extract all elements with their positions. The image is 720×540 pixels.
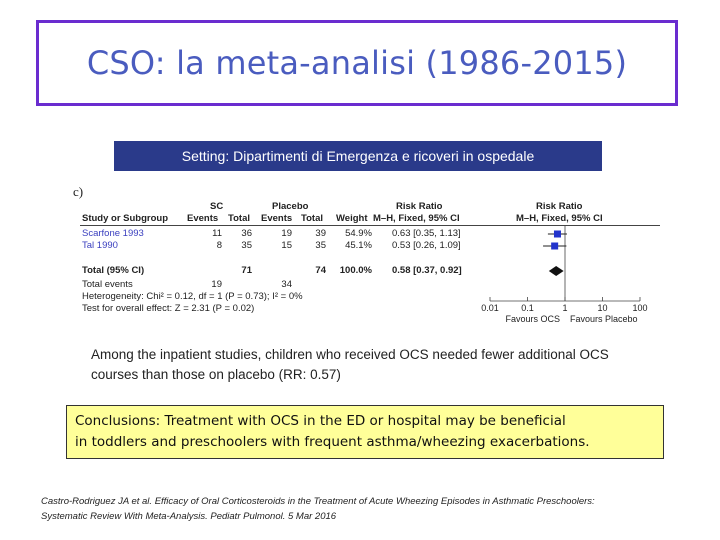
citation-line-2: Systematic Review With Meta-Analysis. Pediatr Pulmonol. 5 Mar 2016 <box>41 511 337 522</box>
study-rr: 0.53 [0.26, 1.09] <box>392 240 461 251</box>
x-axis-tick-label: 1 <box>562 303 568 313</box>
group-sc-header: SC <box>210 201 224 212</box>
col-total-pl: Total <box>301 213 323 224</box>
total-rr: 0.58 [0.37, 0.92] <box>392 265 462 276</box>
col-events-pl: Events <box>261 213 293 224</box>
study-weight: 45.1% <box>345 240 372 251</box>
total-events-pl: 34 <box>281 279 292 290</box>
study-name: Scarfone 1993 <box>82 228 144 239</box>
study-total-sc: 35 <box>241 240 252 251</box>
study-events-pl: 19 <box>281 228 292 239</box>
col-total-sc: Total <box>228 213 250 224</box>
group-placebo-header: Placebo <box>272 201 309 212</box>
study-rr: 0.63 [0.35, 1.13] <box>392 228 461 239</box>
total-events-sc: 19 <box>211 279 222 290</box>
study-total-pl: 39 <box>315 228 326 239</box>
study-events-pl: 15 <box>281 240 292 251</box>
finding-text: Among the inpatient studies, children who received OCS needed fewer additional OCS courses than those on placebo (RR: 0.57) <box>91 347 609 382</box>
conclusions-box <box>66 405 664 459</box>
total-pl: 74 <box>315 265 326 276</box>
forest-plot-graph <box>480 204 660 324</box>
favours-left-label: Favours OCS <box>505 314 560 324</box>
total-events-label: Total events <box>82 279 133 290</box>
x-axis-tick-label: 0.1 <box>521 303 534 313</box>
heterogeneity-text: Heterogeneity: Chi² = 0.12, df = 1 (P = 0.73); I² = 0% <box>82 291 303 302</box>
study-total-pl: 35 <box>315 240 326 251</box>
study-total-sc: 36 <box>241 228 252 239</box>
col-events-sc: Events <box>187 213 219 224</box>
study-name: Tal 1990 <box>82 240 118 251</box>
conclusions-line-1: Conclusions: Treatment with OCS in the ED or hospital may be beneficial <box>75 413 566 429</box>
slide-title: CSO: la meta-analisi (1986-2015) <box>86 44 628 82</box>
study-marker <box>554 231 561 238</box>
col-method: M–H, Fixed, 95% CI <box>373 213 460 224</box>
x-axis-tick-label: 0.01 <box>481 303 499 313</box>
x-axis-tick-label: 10 <box>597 303 608 313</box>
panel-label: c) <box>73 184 84 199</box>
study-events-sc: 11 <box>212 228 222 239</box>
total-label: Total (95% CI) <box>82 265 145 276</box>
col-weight: Weight <box>336 213 368 224</box>
total-sc: 71 <box>241 265 252 276</box>
study-weight: 54.9% <box>345 228 372 239</box>
conclusions-line-2: in toddlers and preschoolers with frequent asthma/wheezing exacerbations. <box>75 434 590 450</box>
study-marker <box>551 243 558 250</box>
col-method-plot: M–H, Fixed, 95% CI <box>516 213 603 224</box>
title-box <box>36 20 678 106</box>
x-axis-tick-label: 100 <box>632 303 648 313</box>
citation <box>41 494 701 524</box>
col-study: Study or Subgroup <box>82 213 169 224</box>
overall-effect-text: Test for overall effect: Z = 2.31 (P = 0.02) <box>82 303 255 314</box>
total-weight: 100.0% <box>339 265 372 276</box>
study-events-sc: 8 <box>216 240 222 251</box>
pooled-diamond <box>549 266 564 276</box>
forest-plot <box>70 184 670 324</box>
favours-right-label: Favours Placebo <box>570 314 638 324</box>
citation-line-1: Castro-Rodriguez JA et al. Efficacy of Oral Corticosteroids in the Treatment of Acute Wheezing Episodes in Asthmatic Preschoolers: <box>41 496 595 507</box>
risk-ratio-plot-header: Risk Ratio <box>536 201 583 212</box>
risk-ratio-header: Risk Ratio <box>396 201 443 212</box>
setting-banner: Setting: Dipartimenti di Emergenza e ricoveri in ospedale <box>114 141 602 171</box>
